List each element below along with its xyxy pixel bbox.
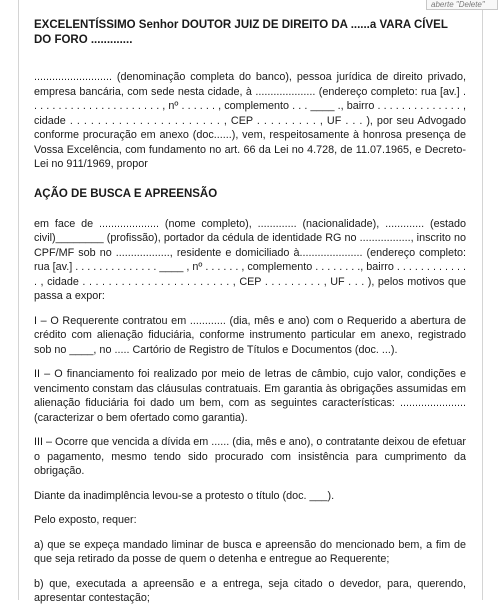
document-body <box>34 18 466 606</box>
page-right-edge <box>482 0 483 600</box>
action-title: AÇÃO DE BUSCA E APREENSÃO <box>34 187 218 200</box>
comment-balloon[interactable]: aberte "Delete" <box>426 0 498 10</box>
request-intro: Pelo exposto, requer: <box>34 514 137 526</box>
paragraph-i: I – O Requerente contratou em ............ (dia, mês e ano) com o Requerido a abertura de crédito com alienação fiduciária, conforme instrumento particular em anexo, registrado sob no ____, no ..... Cartório de Registro de Títulos e Documentos (doc. ...). <box>34 314 466 356</box>
page-left-edge <box>18 0 19 600</box>
request-a: a) que se expeça mandado liminar de busca e apreensão do mencionado bem, a fim de que seja retirado da posse de quem o detenha e entregue ao Requerente; <box>34 538 466 565</box>
paragraph-ii: II – O financiamento foi realizado por meio de letras de câmbio, cujo valor, condições e vencimento constam das cláusulas contratuais. Em garantia às obrigações assumidas em alienação fiduciária foi dado um bem, com as seguintes características: ...................... (caracterizar o bem ofertado como garantia). <box>34 368 466 424</box>
protest-paragraph: Diante da inadimplência levou-se a protesto o título (doc. ___). <box>34 489 335 502</box>
defendant-paragraph: em face de .................... (nome completo), ............. (nacionalidade), ............. (estado civil)________ (profissão), portador da cédula de identidade RG no ................., inscrito no CPF/MF sob no .................., residente e domiciliado à..................... (endereço completo: rua [av.] . . . . . . . . . . . . . . ____ , nº . . . . . . , complemento . . . . . . . ., bairro . . . . . . . . . . . . . , cidade . . . . . . . . . . . . . . . . . . . . . . . , CEP . . . . . . . . . , UF . . . ), pelos motivos que passa a expor: <box>34 217 466 302</box>
document-heading: EXCELENTÍSSIMO Senhor DOUTOR JUIZ DE DIREITO DA ......a VARA CÍVEL DO FORO ............. <box>34 19 448 46</box>
request-b: b) que, executada a apreensão e a entrega, seja citado o devedor, para, querendo, apresentar contestação; <box>34 577 466 604</box>
intro-paragraph: .......................... (denominação completa do banco), pessoa jurídica de direito privado, empresa bancária, com sede nesta cidade, à .................... (endereço completo: rua [av.] . . . . . . . . . . . . . . . . . . . . . . , nº . . . . . . , complemento . . . ____ ., bairro . . . . . . . . . . . . . . , cidade . . . . . . . . . . . . . . . . . . . . . . , CEP . . . . . . . . . , UF . . . ), por seu Advogado conforme procuração em anexo (doc......), vem, respeitosamente à honrosa presença de Vossa Excelência, com fundamento no art. 66 da Lei no 4.728, de 11.07.1965, e Decreto-Lei no 911/1969, propor <box>34 71 466 170</box>
paragraph-iii: III – Ocorre que vencida a dívida em ...... (dia, mês e ano), o contratante deixou de efetuar o pagamento, mesmo tendo sido procurado com insistência para cumprimento da obrigação. <box>34 436 466 477</box>
